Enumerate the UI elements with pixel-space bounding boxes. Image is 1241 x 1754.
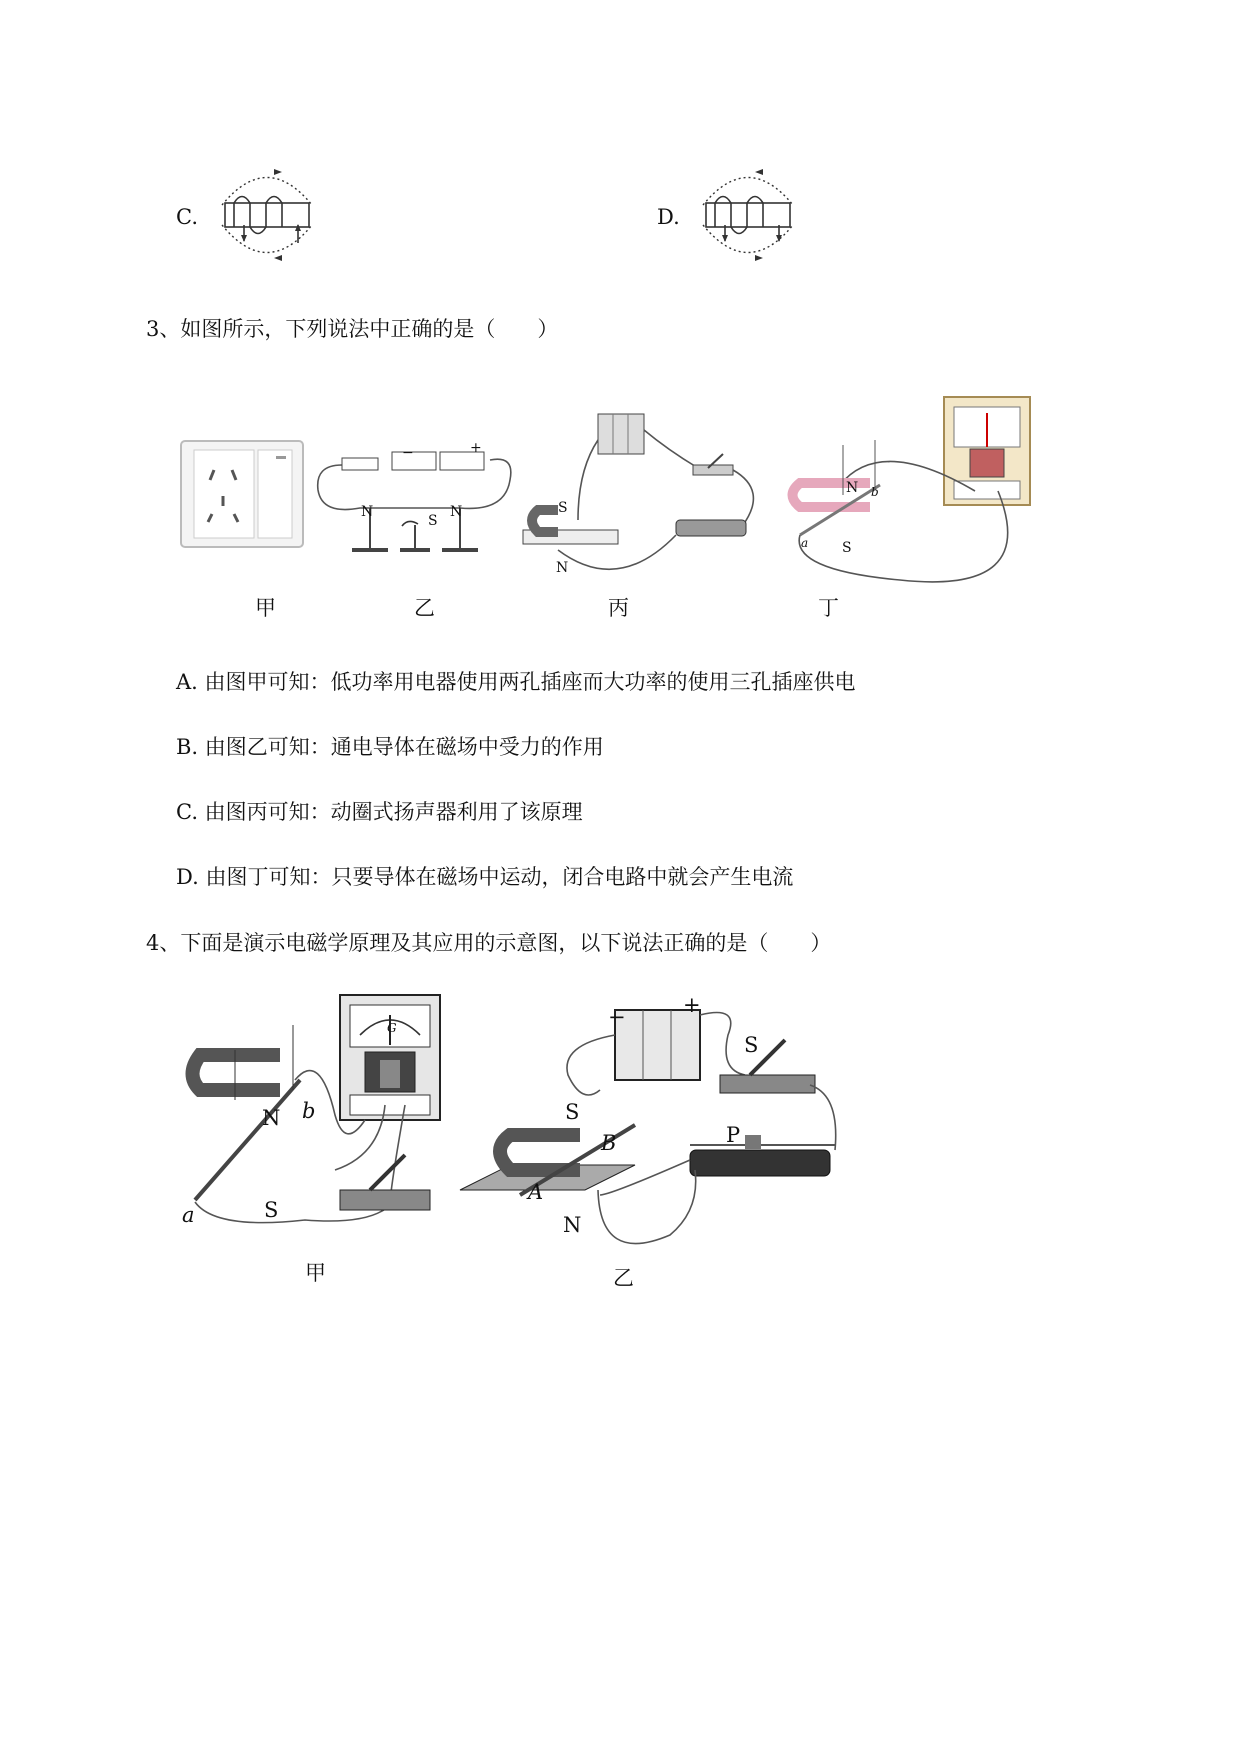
ding-b-label: b	[871, 485, 879, 499]
yi4-minus-label: −	[608, 1005, 626, 1029]
yi4-a-label: A	[528, 1180, 544, 1204]
option-d-label: D.	[657, 205, 680, 229]
yi4-s-magnet-label: S	[565, 1100, 580, 1124]
question-3-stem: 3、如图所示，下列说法中正确的是（ ）	[146, 317, 559, 341]
q3-caption-bing: 丙	[608, 596, 629, 620]
jia-b-label: b	[302, 1099, 316, 1123]
yi4-b-label: B	[601, 1131, 617, 1155]
solenoid-figure-d	[693, 165, 813, 265]
option-c-label: C.	[176, 205, 198, 229]
bing-s-label: S	[558, 500, 568, 516]
bing-n-label: N	[556, 560, 569, 576]
q3-option-c: C. 由图丙可知：动圈式扬声器利用了该原理	[176, 800, 583, 824]
figure-yi-q3	[310, 430, 520, 560]
ding-s-label: S	[842, 540, 852, 556]
q3-caption-ding: 丁	[818, 596, 839, 620]
yi4-plus-label: +	[683, 993, 701, 1017]
ding-a-label: a	[801, 536, 809, 550]
q3-option-b: B. 由图乙可知：通电导体在磁场中受力的作用	[176, 735, 604, 759]
ding-n-label: N	[846, 480, 859, 496]
q3-option-d: D. 由图丁可知：只要导体在磁场中运动，闭合电路中就会产生电流	[176, 865, 794, 889]
q3-caption-yi: 乙	[414, 596, 435, 620]
figure-bing-q3	[518, 410, 768, 585]
jia-n-label: N	[262, 1106, 281, 1130]
figure-ding-q3	[780, 395, 1040, 575]
q4-caption-yi: 乙	[613, 1266, 634, 1290]
yi4-p-label: P	[726, 1123, 741, 1147]
figure-yi-q4	[450, 995, 850, 1265]
jia-s-label: S	[264, 1198, 279, 1222]
yi-minus-label: −	[402, 445, 414, 461]
q4-caption-jia: 甲	[305, 1261, 326, 1285]
socket-figure	[180, 440, 304, 548]
question-4-stem: 4、下面是演示电磁学原理及其应用的示意图，以下说法正确的是（ ）	[146, 931, 832, 955]
yi-plus-label: +	[470, 440, 482, 456]
yi-n-right-label: N	[450, 504, 463, 520]
yi4-s-switch-label: S	[744, 1033, 759, 1057]
q3-caption-jia: 甲	[255, 596, 276, 620]
jia-g-label: G	[387, 1021, 397, 1035]
yi4-n-label: N	[563, 1213, 582, 1237]
jia-a-label: a	[182, 1203, 195, 1227]
yi-s-label: S	[428, 513, 438, 529]
yi-n-left-label: N	[361, 504, 374, 520]
solenoid-figure-c	[212, 165, 332, 265]
q3-option-a: A. 由图甲可知：低功率用电器使用两孔插座而大功率的使用三孔插座供电	[176, 670, 856, 694]
